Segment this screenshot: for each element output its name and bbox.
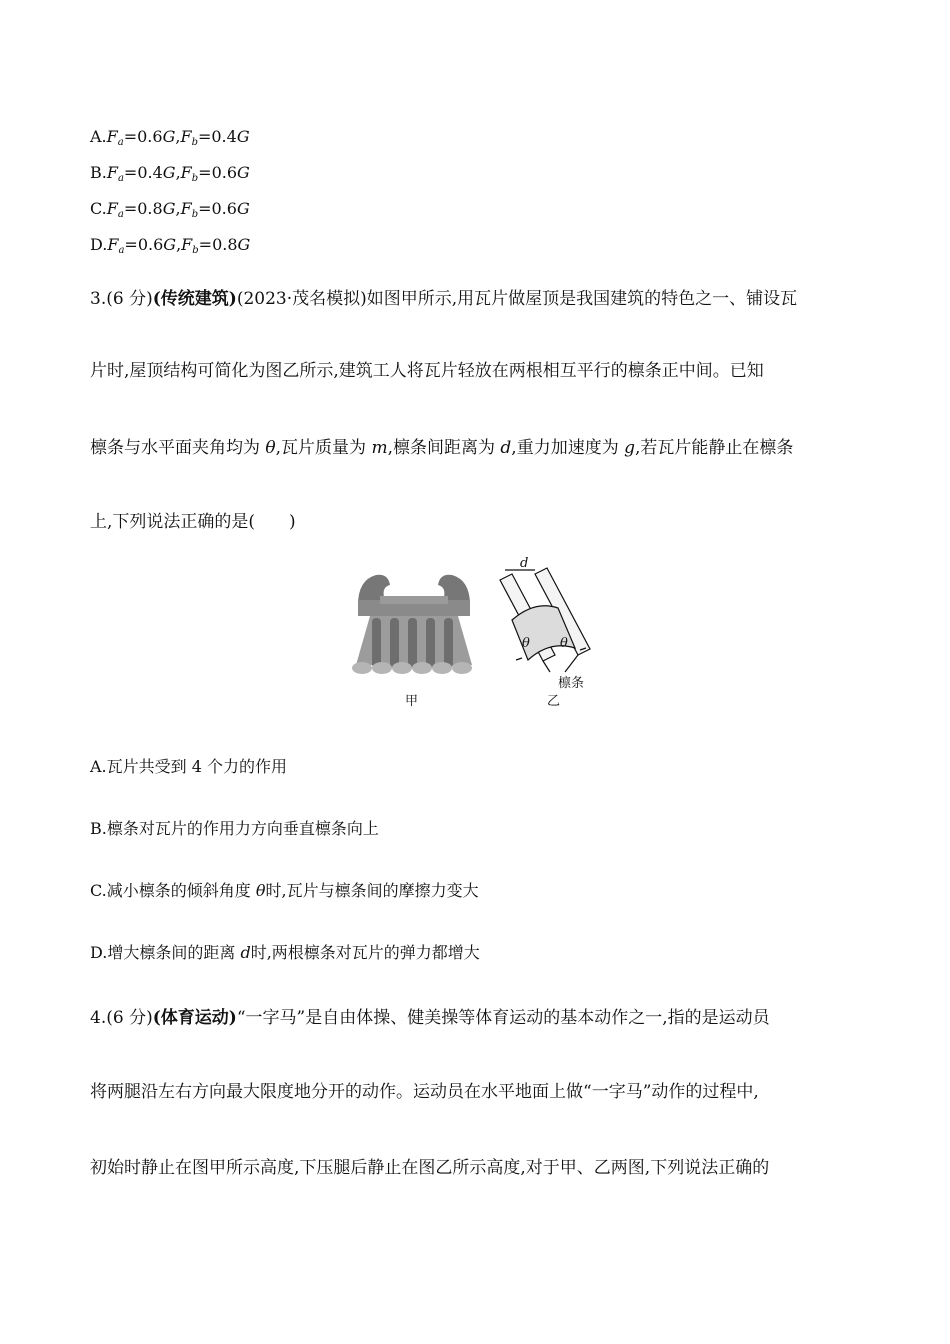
q3-option-c: C.减小檩条的倾斜角度 θ时,瓦片与檩条间的摩擦力变大 <box>90 881 479 900</box>
roof-tiles-image <box>352 575 472 674</box>
rafter-diagram <box>500 568 590 672</box>
option-c-prev: $C.F_a=0.8G,F_b=0.6G$ <box>90 199 250 220</box>
q4-line-1: 4.(6 分)(体育运动)“一字马”是自由体操、健美操等体育运动的基本动作之一,指的是运动员 <box>90 1008 770 1028</box>
q3-line-4: 上,下列说法正确的是( ) <box>90 512 296 532</box>
q3-option-b: B.檩条对瓦片的作用力方向垂直檩条向上 <box>90 819 379 838</box>
theta-label-right: θ <box>560 636 568 651</box>
q3-option-a: A.瓦片共受到 4 个力的作用 <box>90 757 287 776</box>
q3-line-3: 檩条与水平面夹角均为 θ,瓦片质量为 m,檩条间距离为 d,重力加速度为 g,若瓦片能静止在檩条 <box>90 438 794 458</box>
option-b-prev: $B.F_a=0.4G,F_b=0.6G$ <box>90 163 250 184</box>
q4-line-2: 将两腿沿左右方向最大限度地分开的动作。运动员在水平地面上做“一字马”动作的过程中, <box>90 1082 759 1102</box>
d-label: d <box>520 556 529 571</box>
option-a-prev: $A.F_a=0.6G,F_b=0.4G$ <box>90 127 250 148</box>
q3-line-1: 3.(6 分)(传统建筑)(2023·茂名模拟)如图甲所示,用瓦片做屋顶是我国建筑的特色之一、铺设瓦 <box>90 289 798 309</box>
theta-label-left: θ <box>522 636 530 651</box>
figure-label-jia: 甲 <box>405 694 419 709</box>
q3-figure <box>350 556 610 720</box>
q3-line-2: 片时,屋顶结构可简化为图乙所示,建筑工人将瓦片轻放在两根相互平行的檩条正中间。已知 <box>90 361 764 381</box>
roof-illustration <box>350 560 610 720</box>
q4-line-3: 初始时静止在图甲所示高度,下压腿后静止在图乙所示高度,对于甲、乙两图,下列说法正确的 <box>90 1158 770 1178</box>
q3-option-d: D.增大檩条间的距离 d时,两根檩条对瓦片的弹力都增大 <box>90 943 480 962</box>
figure-label-yi: 乙 <box>547 694 561 709</box>
option-d-prev: $D.F_a=0.6G,F_b=0.8G$ <box>90 235 251 256</box>
rafter-label: 檩条 <box>558 676 585 691</box>
